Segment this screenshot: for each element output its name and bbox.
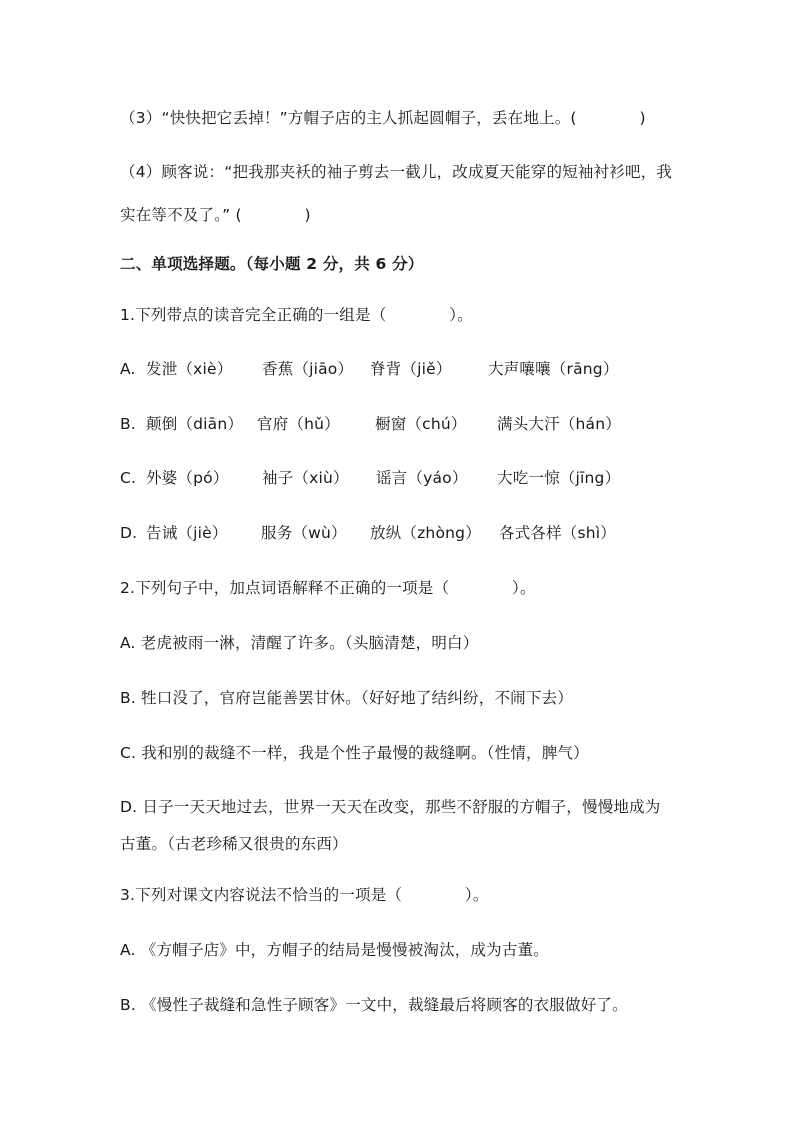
option-item: 大声嚷嚷（rāng） xyxy=(488,360,619,378)
question-2-option-d-line-1: D. 日子一天天地过去，世界一天天在改变，那些不舒服的方帽子，慢慢地成为 xyxy=(120,798,661,816)
question-2-option-a: A. 老虎被雨一淋，清醒了许多。（头脑清楚，明白） xyxy=(120,634,479,652)
option-item: 橱窗（chú） xyxy=(375,415,467,433)
question-2-option-b: B. 牲口没了，官府岂能善罢甘休。（好好地了结纠纷，不闹下去） xyxy=(120,689,573,707)
question-3-option-a: A. 《方帽子店》中，方帽子的结局是慢慢被淘汰，成为古董。 xyxy=(120,941,549,959)
option-item: 满头大汗（hán） xyxy=(497,415,621,433)
option-item: 袖子（xiù） xyxy=(262,469,349,487)
question-2-option-c: C. 我和别的裁缝不一样，我是个性子最慢的裁缝啊。（性情，脾气） xyxy=(120,744,589,762)
option-item: 告诫（jiè） xyxy=(146,524,228,542)
question-3-option-b: B. 《慢性子裁缝和急性子顾客》一文中，裁缝最后将顾客的衣服做好了。 xyxy=(120,996,628,1014)
q4-line-1: （4）顾客说：“把我那夹袄的袖子剪去一截儿，改成夏天能穿的短袖衬衫吧，我 xyxy=(120,163,673,181)
option-item: 香蕉（jiāo） xyxy=(262,360,354,378)
question-1-stem: 1.下列带点的读音完全正确的一组是（ ）。 xyxy=(120,306,473,324)
option-item: 颠倒（diān） xyxy=(146,415,244,433)
q4-line-2: 实在等不及了。” ( ) xyxy=(120,206,311,224)
option-item: 服务（wù） xyxy=(261,524,347,542)
q3-line: （3）“快快把它丢掉！”方帽子店的主人抓起圆帽子，丢在地上。( ) xyxy=(120,109,646,127)
option-label: D. xyxy=(120,524,138,542)
option-item: 谣言（yáo） xyxy=(376,469,468,487)
option-label: B. xyxy=(120,415,136,433)
question-2-option-d-line-2: 古董。（古老珍稀又很贵的东西） xyxy=(120,835,348,853)
option-item: 各式各样（shì） xyxy=(499,524,617,542)
option-item: 脊背（jiě） xyxy=(370,360,452,378)
option-item: 大吃一惊（jīng） xyxy=(497,469,621,487)
option-item: 外婆（pó） xyxy=(146,469,229,487)
option-item: 放纵（zhòng） xyxy=(370,524,481,542)
section-2-title: 二、单项选择题。（每小题 2 分，共 6 分） xyxy=(120,255,424,273)
question-3-stem: 3.下列对课文内容说法不恰当的一项是（ ）。 xyxy=(120,886,489,904)
option-label: A. xyxy=(120,360,136,378)
option-item: 发泄（xiè） xyxy=(146,360,233,378)
option-label: C. xyxy=(120,469,137,487)
option-item: 官府（hǔ） xyxy=(257,415,340,433)
question-2-stem: 2.下列句子中，加点词语解释不正确的一项是（ ）。 xyxy=(120,579,536,597)
